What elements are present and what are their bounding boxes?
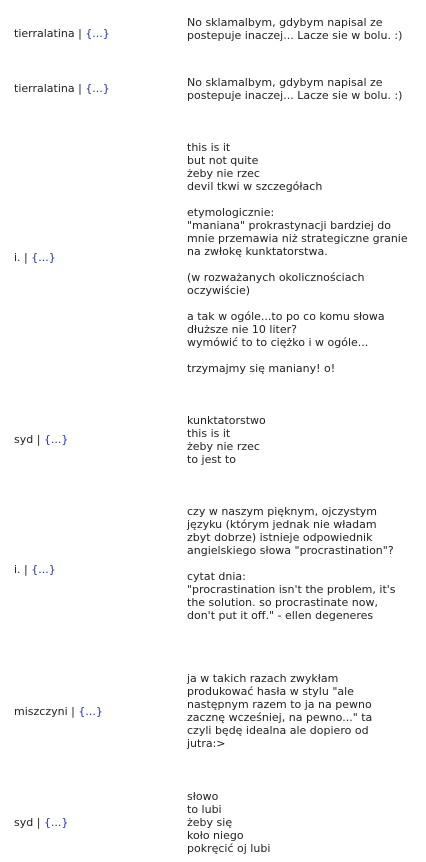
text-line: this is it <box>187 141 231 154</box>
text-line: this is it <box>187 427 231 440</box>
text-line: następnym razem to ja na pewno <box>187 698 372 711</box>
author-name: tierralatina <box>14 27 75 40</box>
comment-paragraph <box>187 16 417 42</box>
text-line: języku (którym jednak nie władam <box>187 518 377 531</box>
text-line: oczywiście) <box>187 284 251 297</box>
comment-text <box>187 505 417 622</box>
comment-meta <box>14 27 110 40</box>
comment-meta <box>14 433 68 446</box>
separator: | <box>20 251 32 264</box>
comment-meta <box>14 82 110 95</box>
comment-meta <box>14 705 103 718</box>
text-line: żeby nie rzec <box>187 167 260 180</box>
text-line: kunktatorstwo <box>187 414 266 427</box>
comment-text <box>187 790 417 855</box>
comment-link[interactable]: {...} <box>78 705 103 718</box>
text-line: na zwłokę kunktatorstwa. <box>187 245 328 258</box>
comment-paragraph <box>187 362 417 375</box>
text-line: zbyt dobrze) istnieje odpowiednik <box>187 531 373 544</box>
separator: | <box>20 563 32 576</box>
comment-paragraph <box>187 141 417 193</box>
comment-link[interactable]: {...} <box>85 82 110 95</box>
separator: | <box>74 27 86 40</box>
text-line: angielskiego słowa "procrastination"? <box>187 544 394 557</box>
text-line: No sklamalbym, gdybym napisal ze <box>187 76 383 89</box>
text-line: to lubi <box>187 803 222 816</box>
text-line: postepuje inaczej... Lacze sie w bolu. :) <box>187 29 403 42</box>
text-line: jutra:> <box>187 737 226 750</box>
text-line: No sklamalbym, gdybym napisal ze <box>187 16 383 29</box>
author-name: miszczyni <box>14 705 68 718</box>
comment-meta <box>14 563 56 576</box>
text-line: ja w takich razach zwykłam <box>187 672 339 685</box>
comment-text <box>187 672 417 750</box>
comment-paragraph <box>187 414 417 466</box>
comment-link[interactable]: {...} <box>43 816 69 829</box>
comment-text <box>187 414 417 466</box>
text-line: koło niego <box>187 829 244 842</box>
text-line: czy w naszym pięknym, ojczystym <box>187 505 378 518</box>
separator: | <box>67 705 79 718</box>
text-line: wymówić to to ciężko i w ogóle... <box>187 336 369 349</box>
separator: | <box>33 816 44 829</box>
text-line: (w rozważanych okolicznościach <box>187 271 365 284</box>
text-line: postepuje inaczej... Lacze sie w bolu. :) <box>187 89 403 102</box>
comment-paragraph <box>187 505 417 557</box>
author-name: syd <box>14 433 34 446</box>
text-line: żeby się <box>187 816 233 829</box>
comment-link[interactable]: {...} <box>43 433 69 446</box>
text-line: "procrastination isn't the problem, it's <box>187 583 396 596</box>
comment-text <box>187 76 417 102</box>
text-line: słowo <box>187 790 219 803</box>
text-line: zacznę wcześniej, na pewno..." ta <box>187 711 373 724</box>
comment-paragraph <box>187 271 417 297</box>
comment-paragraph <box>187 310 417 349</box>
comment-text <box>187 16 417 42</box>
text-line: cytat dnia: <box>187 570 246 583</box>
text-line: dłuższe nie 10 liter? <box>187 323 297 336</box>
comment-text <box>187 141 417 375</box>
text-line: trzymajmy się manianу! o! <box>187 362 336 375</box>
author-name: tierralatina <box>14 82 75 95</box>
text-line: mnie przemawia niż strategiczne granie <box>187 232 408 245</box>
text-line: czyli będę idealna ale dopiero od <box>187 724 369 737</box>
author-name: i. <box>14 251 21 264</box>
comment-link[interactable]: {...} <box>31 251 56 264</box>
author-name: i. <box>14 563 21 576</box>
text-line: pokręcić oj lubi <box>187 842 271 855</box>
text-line: "maniana" prokrastynacji bardziej do <box>187 219 391 232</box>
separator: | <box>74 82 86 95</box>
comment-link[interactable]: {...} <box>31 563 56 576</box>
text-line: produkować hasła w stylu "ale <box>187 685 354 698</box>
text-line: a tak w ogóle...to po co komu słowa <box>187 310 385 323</box>
comment-paragraph <box>187 790 417 855</box>
comment-paragraph <box>187 76 417 102</box>
comment-paragraph <box>187 206 417 258</box>
text-line: devil tkwi w szczegółach <box>187 180 323 193</box>
text-line: żeby nie rzec <box>187 440 260 453</box>
text-line: but not quite <box>187 154 259 167</box>
text-line: don't put it off." - ellen degeneres <box>187 609 374 622</box>
comment-paragraph <box>187 672 417 750</box>
author-name: syd <box>14 816 34 829</box>
comment-link[interactable]: {...} <box>85 27 110 40</box>
separator: | <box>33 433 44 446</box>
text-line: etymologicznie: <box>187 206 275 219</box>
comment-meta <box>14 816 68 829</box>
comment-paragraph <box>187 570 417 622</box>
comment-meta <box>14 251 56 264</box>
text-line: to jest to <box>187 453 236 466</box>
text-line: the solution. so procrastinate now, <box>187 596 378 609</box>
